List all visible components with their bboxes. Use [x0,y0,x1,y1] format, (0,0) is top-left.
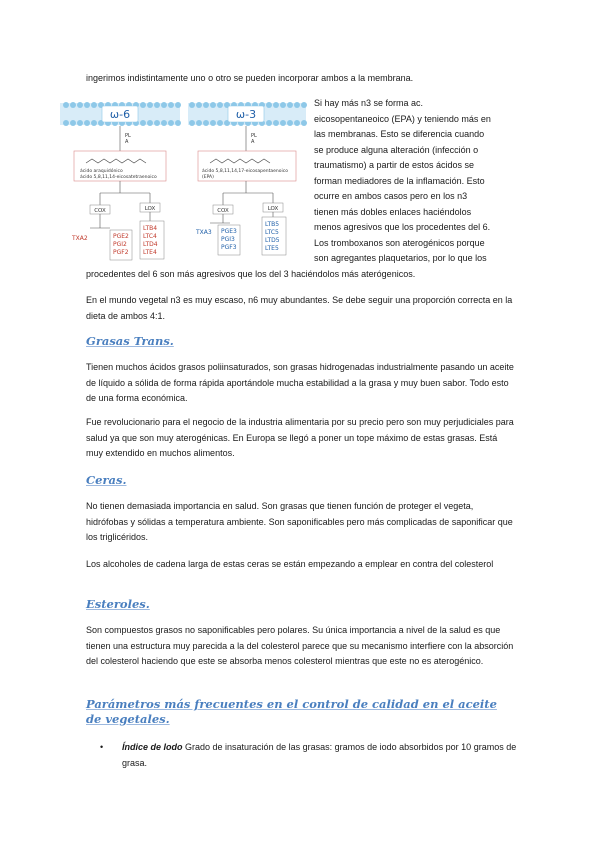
bullet-text: Grado de insaturación de las grasas: gramos de iodo absorbidos por 10 gramos de grasa. [122,742,517,768]
omega6-a: A [125,139,129,145]
omega3-lt-1: LTC5 [265,229,279,236]
omega3-a: A [251,139,255,145]
heading-ceras: Ceras. [86,473,127,487]
intro-line: ingerimos indistintamente uno o otro se pueden incorporar ambos a la membrana. [86,73,414,83]
omega3-lt-3: LTE5 [265,245,279,252]
omega3-lox: LOX [267,206,279,212]
omega3-pg-1: PGI3 [221,236,235,243]
list-item [100,740,520,771]
omega6-pg-2: PGF2 [113,249,129,256]
omega6-pg-0: PGE2 [113,233,129,240]
omega-fatty-acid-diagram [58,93,308,270]
omega6-cox: COX [94,208,106,214]
side-line: traumatismo) a partir de estos ácidos se [314,160,475,170]
omega3-txa: TXA3 [196,229,212,236]
side-line: se produce alguna alteración (infección o [314,144,479,155]
side-continuation: procedentes del 6 son más agresivos que los del 3 haciéndolos más aterógenicos. [86,269,416,279]
omega6-title: ω-6 [109,108,131,121]
omega6-txa: TXA2 [72,235,88,242]
side-line: son agregantes plaquetarios, por lo que los [314,253,487,263]
side-line: eicosopentaneoico (EPA) y teniendo más en [314,113,491,124]
side-line: Si hay más n3 se forma ac. [314,98,424,108]
omega6-label1: ácido araquidónico [80,169,123,174]
side-line: tienen más dobles enlaces haciéndolos [314,206,472,217]
paragraph-ceras-2: Los alcoholes de cadena larga de estas ceras se están empezando a emplear en contra del colesterol [86,559,494,569]
omega6-lt-3: LTE4 [143,249,157,256]
omega6-panel [60,102,181,260]
paragraph-vegetal: En el mundo vegetal n3 es muy escaso, n6 muy abundantes. Se debe seguir una proporción correcta en la dieta de ambos 4:1. [86,295,513,321]
omega6-lt-1: LTC4 [143,233,157,240]
side-line: Los tromboxanos son aterogénicos porque [314,237,485,248]
omega3-lt-0: LTB5 [265,221,280,228]
side-line: las membranas. Esto se diferencia cuando [314,129,485,139]
omega3-label2: (EPA) [202,175,214,180]
omega6-pg-1: PGI2 [113,241,127,248]
omega6-lt-2: LTD4 [143,241,158,248]
heading-esteroles: Esteroles. [86,597,150,611]
paragraph-trans-2: Fue revolucionario para el negocio de la industria alimentaria por su precio pero son muy perjudiciales para salud ya que son muy aterogénicas. En Europa se llegó a poner un tope máximo de estas grasas. Está muy extendido en muchos alimentos. [86,417,514,458]
omega6-lox: LOX [144,206,156,212]
omega3-title: ω-3 [235,108,257,121]
omega3-lt-2: LTD5 [265,237,280,244]
omega3-pg-0: PGE3 [221,228,237,235]
omega3-label1: ácido 5,8,11,14,17-eicosapentaenoico [202,169,288,174]
omega6-lt-0: LTB4 [143,225,158,232]
paragraph-esteroles: Son compuestos grasos no saponificables pero polares. Su única importancia a nivel de la salud es que tienen una estructura muy parecida a la del colesterol parece que su mecanismo interfiere con la absorción del colesterol haciendo que este se absorba menos colesterol mientras que este no es aterogénico. [86,625,514,666]
heading-grasas-trans: Grasas Trans. [86,334,174,348]
heading-parametros: Parámetros más frecuentes en el control de calidad en el aceite de vegetales. [86,697,497,726]
omega3-cox: COX [217,208,229,214]
side-text [314,96,518,267]
paragraph-trans-1: Tienen muchos ácidos grasos poliinsaturados, son grasas hidrogenadas industrialmente pasando un aceite de líquido a sólida de forma rápida aportándole mucha estabilidad a la grasa y muy buen sabor. Todo esto de una forma económica. [86,362,514,403]
omega3-panel [188,102,307,255]
omega3-pg-2: PGF3 [221,244,237,251]
omega3-pl: PL [251,133,257,139]
omega6-label2: ácido 5,8,11,14-eicosatetraenoico [80,175,157,180]
side-line: menos agresivos que los procedentes del 6. [314,222,491,232]
paragraph-ceras-1: No tienen demasiada importancia en salud. Son grasas que tienen función de proteger el vegeta, hidrófobas y sólidas a temperatura ambiente. Son saponificables pero más complicadas de saponificar que los triglicéridos. [86,501,513,542]
side-line: forman mediadores de la inflamación. Esto [314,175,485,186]
omega6-pl: PL [125,133,131,139]
bullet-icon: • [100,742,104,752]
bullet-term: Índice de Iodo [122,742,183,752]
side-line: ocurre en ambos casos pero en los n3 [314,191,468,201]
